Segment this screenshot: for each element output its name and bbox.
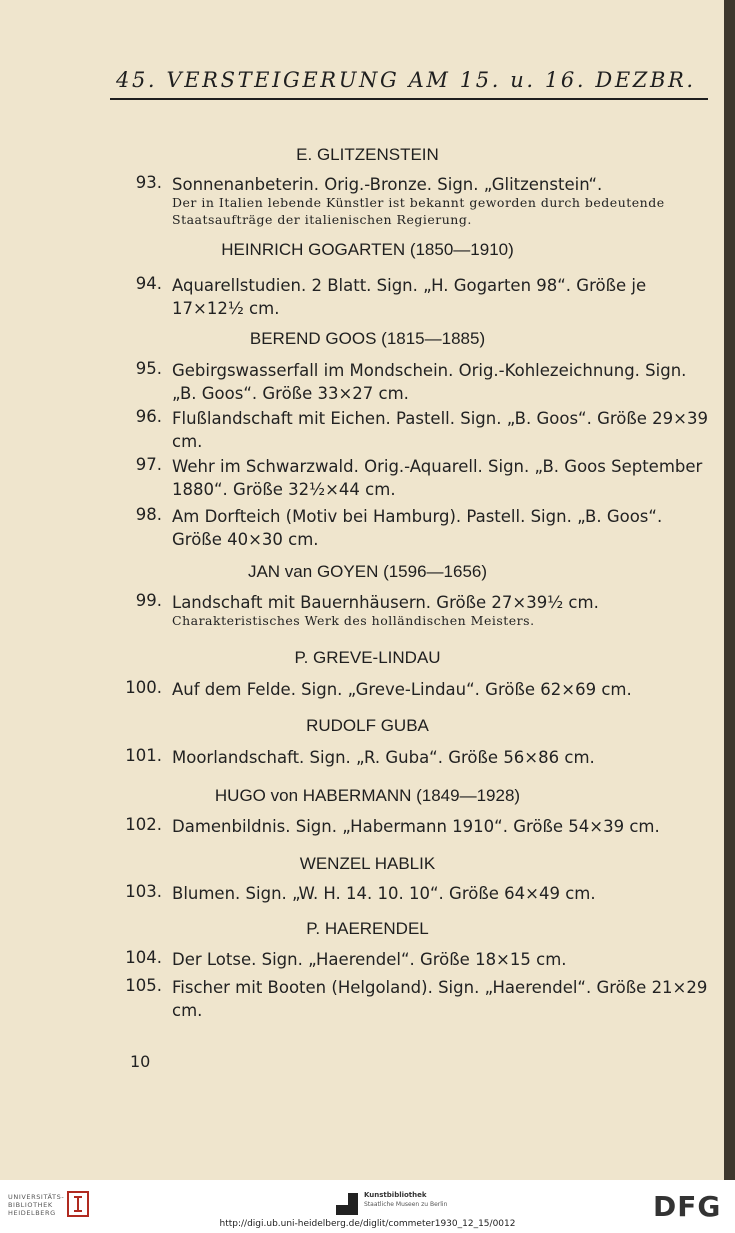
lot-number: 105. [125, 976, 162, 995]
lot-description: Der Lotse. Sign. „Haerendel“. Größe 18×15 cm. [172, 950, 567, 969]
footer-bar [0, 1180, 735, 1233]
kunstbibliothek-title[interactable]: Kunstbibliothek [364, 1191, 427, 1199]
lot-description: Aquarellstudien. 2 Blatt. Sign. „H. Gogarten 98“. Größe je 17×12½ cm. [172, 276, 647, 318]
lot-number: 97. [135, 455, 162, 474]
university-logo-line: UNIVERSITÄTS- [8, 1193, 65, 1201]
lot-description: Fischer mit Booten (Helgoland). Sign. „Haerendel“. Größe 21×29 cm. [172, 978, 708, 1020]
lot-number: 101. [125, 746, 162, 765]
artist-heading: E. GLITZENSTEIN [296, 145, 439, 164]
dfg-logo[interactable]: DFG [653, 1190, 722, 1223]
lot-description: Flußlandschaft mit Eichen. Pastell. Sign. „B. Goos“. Größe 29×39 cm. [172, 409, 708, 451]
lot-note: Charakteristisches Werk des holländischen Meisters. [172, 613, 535, 628]
lot-description: Sonnenanbeterin. Orig.-Bronze. Sign. „Glitzenstein“. [172, 175, 603, 194]
artist-heading: HEINRICH GOGARTEN (1850—1910) [221, 240, 514, 259]
artist-heading: P. HAERENDEL [306, 919, 429, 938]
lot-description: Blumen. Sign. „W. H. 14. 10. 10“. Größe 64×49 cm. [172, 884, 596, 903]
lot-description: Am Dorfteich (Motiv bei Hamburg). Pastell. Sign. „B. Goos“. Größe 40×30 cm. [172, 507, 663, 549]
lot-description: Gebirgswasserfall im Mondschein. Orig.-Kohlezeichnung. Sign. „B. Goos“. Größe 33×27 cm. [172, 361, 687, 403]
kunstbibliothek-subtitle: Staatliche Museen zu Berlin [364, 1201, 448, 1208]
university-seal-icon [66, 1190, 90, 1218]
lot-description: Damenbildnis. Sign. „Habermann 1910“. Größe 54×39 cm. [172, 817, 660, 836]
lot-number: 102. [125, 815, 162, 834]
header-title: 45. VERSTEIGERUNG AM 15. u. 16. DEZBR. [116, 68, 696, 92]
lot-number: 94. [135, 274, 162, 293]
university-logo-line: HEIDELBERG [8, 1209, 56, 1217]
lot-number: 104. [125, 948, 162, 967]
artist-heading: WENZEL HABLIK [299, 854, 436, 873]
artist-heading: JAN van GOYEN (1596—1656) [247, 562, 488, 581]
lot-number: 98. [135, 505, 162, 524]
lot-number: 96. [135, 407, 162, 426]
artist-heading: RUDOLF GUBA [306, 716, 429, 735]
lot-number: 100. [125, 678, 162, 697]
lot-number: 99. [135, 591, 162, 610]
lot-number: 95. [135, 359, 162, 378]
lot-description: Moorlandschaft. Sign. „R. Guba“. Größe 56×86 cm. [172, 748, 595, 767]
page-edge [724, 0, 735, 1180]
university-logo[interactable] [8, 1193, 64, 1217]
lot-description: Auf dem Felde. Sign. „Greve-Lindau“. Größe 62×69 cm. [172, 680, 632, 699]
page-header [110, 68, 708, 100]
lot-note: Der in Italien lebende Künstler ist bekannt geworden durch bedeutende Staatsaufträge der italienischen Regierung. [172, 195, 665, 227]
lot-number: 103. [125, 882, 162, 901]
page-number: 10 [130, 1052, 151, 1071]
lot-description: Landschaft mit Bauernhäusern. Größe 27×39½ cm. [172, 593, 599, 612]
university-logo-line: BIBLIOTHEK [8, 1201, 53, 1209]
lot-number: 93. [135, 173, 162, 192]
source-url[interactable]: http://digi.ub.uni-heidelberg.de/diglit/commeter1930_12_15/0012 [219, 1219, 516, 1229]
artist-heading: HUGO von HABERMANN (1849—1928) [214, 786, 521, 805]
artist-heading: BEREND GOOS (1815—1885) [249, 329, 486, 348]
artist-heading: P. GREVE-LINDAU [294, 648, 441, 667]
lot-description: Wehr im Schwarzwald. Orig.-Aquarell. Sign. „B. Goos September 1880“. Größe 32½×44 cm. [172, 457, 703, 499]
kunstbibliothek-icon [336, 1193, 358, 1215]
